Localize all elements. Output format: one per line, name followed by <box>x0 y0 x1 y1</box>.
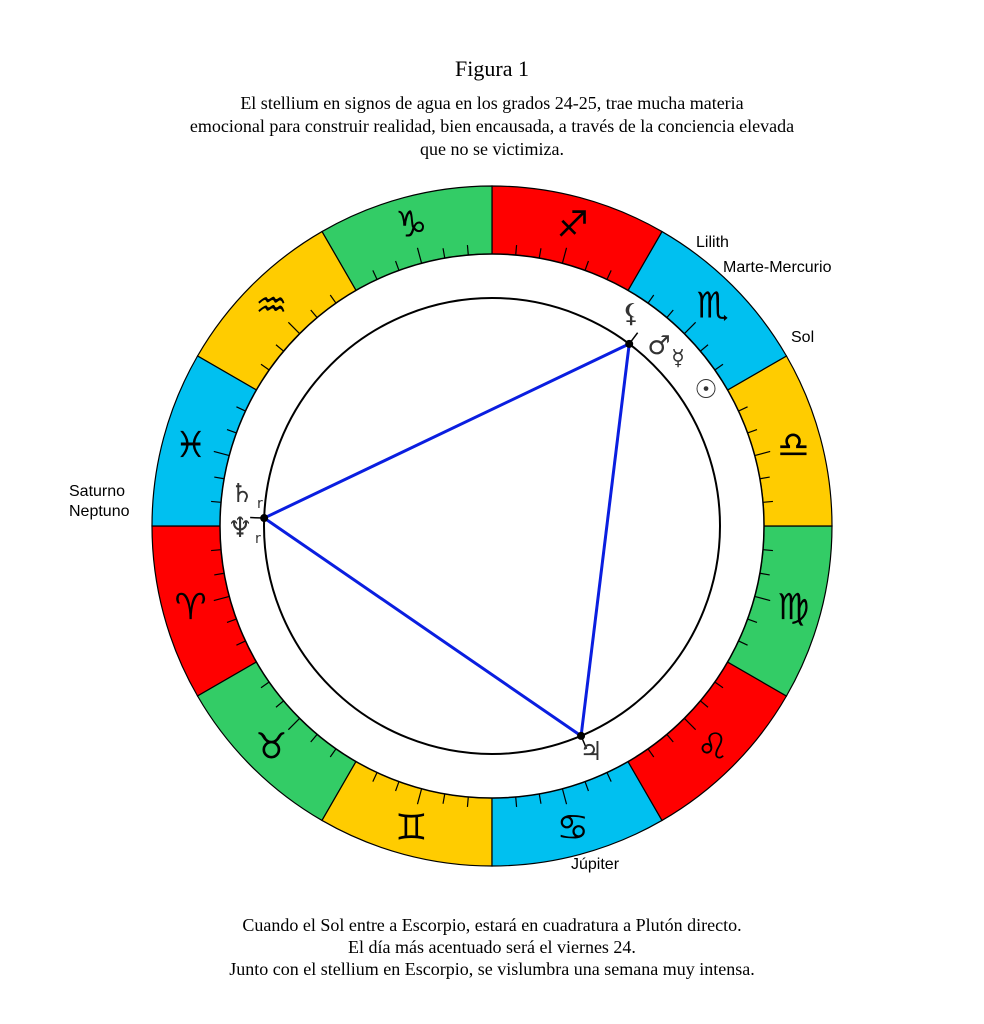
label-saturno: Saturno <box>69 483 126 500</box>
aspect-point-stellium <box>625 340 633 348</box>
lilith-icon: ⚸ <box>621 299 641 329</box>
leo-sign-icon: ♌ <box>696 726 729 768</box>
label-sol: Sol <box>791 329 815 346</box>
intro-line-3: que no se victimiza. <box>420 139 564 159</box>
sagittarius-sign-icon: ♐ <box>556 204 589 246</box>
saturno-icon: ♄ <box>230 479 254 509</box>
virgo-sign-icon: ♍ <box>777 586 810 628</box>
cancer-sign-icon: ♋ <box>556 807 589 849</box>
label-marte-mercurio: Marte-Mercurio <box>723 259 832 276</box>
libra-sign-icon: ♎ <box>777 425 810 467</box>
outro-line-2: El día más acentuado será el viernes 24. <box>348 937 636 957</box>
aquarius-sign-icon: ♒ <box>255 285 288 327</box>
scorpio-sign-icon: ♏ <box>696 285 729 327</box>
mercurio-icon: ☿ <box>671 346 685 371</box>
retrograde-mark: r <box>257 496 263 512</box>
outro-line-1: Cuando el Sol entre a Escorpio, estará en cuadratura a Plutón directo. <box>242 915 742 935</box>
figure-title: Figura 1 <box>455 56 529 81</box>
label-jupiter: Júpiter <box>571 856 620 873</box>
outro-caption <box>92 914 892 980</box>
intro-line-2: emocional para construir realidad, bien encausada, a través de la conciencia elevada <box>189 116 795 136</box>
taurus-sign-icon: ♉ <box>255 726 288 768</box>
pisces-sign-icon: ♓ <box>174 425 207 467</box>
gemini-sign-icon: ♊ <box>395 807 428 849</box>
neptuno-icon: ♆ <box>227 511 253 544</box>
jupiter-icon: ♃ <box>579 737 603 767</box>
capricorn-sign-icon: ♑ <box>395 204 428 246</box>
marte-icon: ♂ <box>647 331 671 361</box>
retrograde-mark: r <box>255 531 261 547</box>
aspect-point-saturno-neptuno <box>260 514 268 522</box>
aries-sign-icon: ♈ <box>174 586 207 628</box>
outro-line-3: Junto con el stellium en Escorpio, se vislumbra una semana muy intensa. <box>229 959 755 979</box>
intro-line-1: El stellium en signos de agua en los grados 24-25, trae mucha materia <box>240 93 744 113</box>
label-lilith: Lilith <box>696 234 729 251</box>
label-neptuno: Neptuno <box>69 503 130 520</box>
inner-white-disk <box>220 254 764 798</box>
sol-icon: ☉ <box>694 375 718 405</box>
